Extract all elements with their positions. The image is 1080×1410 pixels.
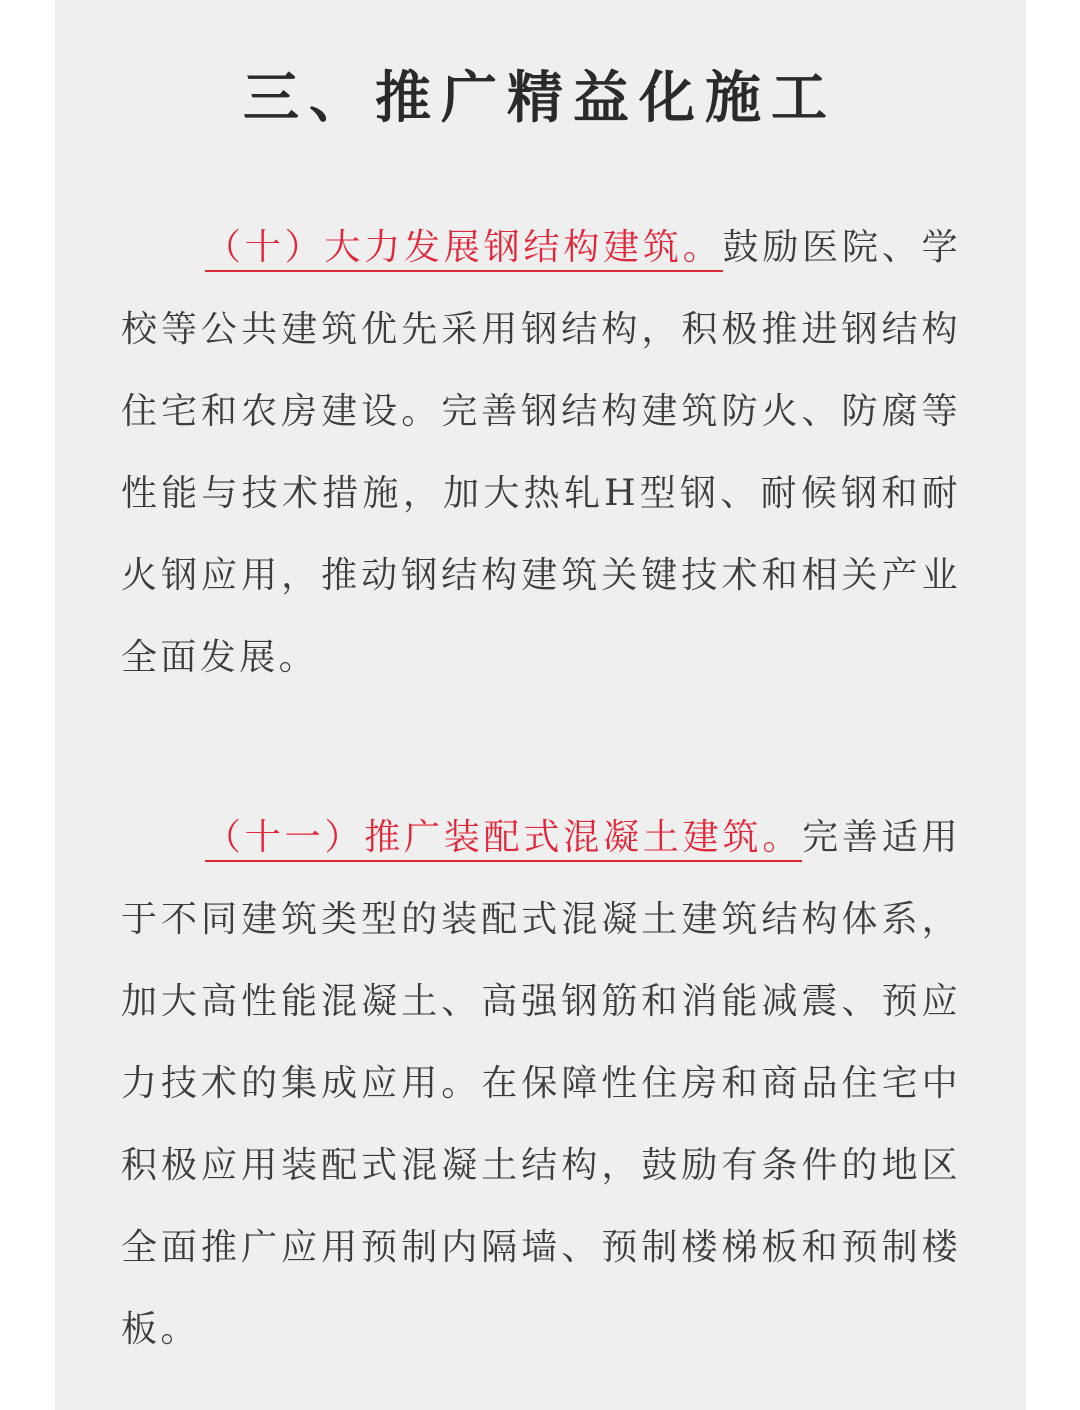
section-10-heading: （十）大力发展钢结构建筑。: [205, 227, 723, 272]
section-11-body: 完善适用于不同建筑类型的装配式混凝土建筑结构体系，加大高性能混凝土、高强钢筋和消能减震、预应力技术的集成应用。在保障性住房和商品住宅中积极应用装配式混凝土结构，鼓励有条件的地区全面推广应用预制内隔墙、预制楼梯板和预制楼板。: [121, 817, 961, 1350]
page-title: 三、推广精益化施工: [243, 65, 837, 131]
section-10-body: 鼓励医院、学校等公共建筑优先采用钢结构，积极推进钢结构住宅和农房建设。完善钢结构建筑防火、防腐等性能与技术措施，加大热轧H型钢、耐候钢和耐火钢应用，推动钢结构建筑关键技术和相关产业全面发展。: [121, 227, 961, 678]
section-11-heading: （十一）推广装配式混凝土建筑。: [205, 817, 802, 862]
section-10-paragraph: [121, 207, 961, 699]
section-11-paragraph: [121, 797, 961, 1371]
